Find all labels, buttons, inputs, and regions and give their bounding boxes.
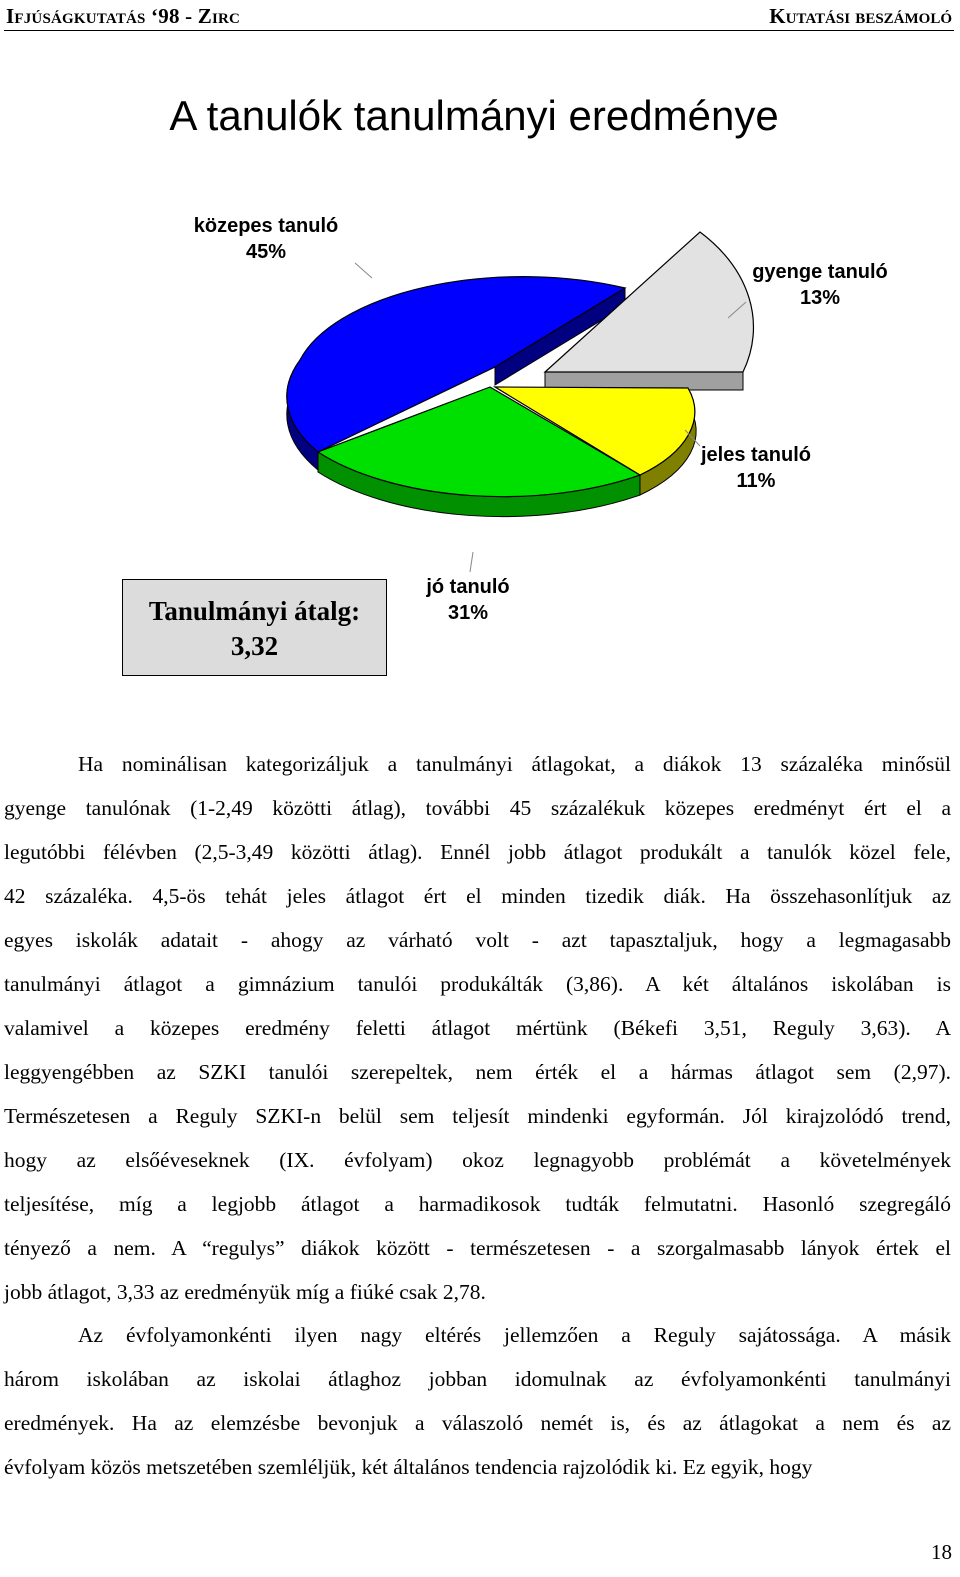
label-kozepes-name: közepes tanuló	[193, 215, 339, 237]
label-gyenge-pct: 13%	[799, 287, 841, 309]
text-line: eredmények. Ha az elemzésbe bevonjuk a válaszoló nemét is, és az átlagokat a nem és az	[4, 1411, 951, 1435]
paragraph-1	[4, 742, 951, 1314]
label-gyenge	[730, 259, 910, 311]
text-line: leggyengébben az SZKI tanulói szerepeltek, nem érték el a hármas átlagot sem (2,97).	[4, 1060, 951, 1084]
label-jo-pct: 31%	[447, 602, 489, 624]
text-line: évfolyam közös metszetében szemléljük, két általános tendencia rajzolódik ki. Ez egyik, hogy	[4, 1455, 813, 1479]
label-kozepes-pct: 45%	[245, 241, 287, 263]
text-line: valamivel a közepes eredmény feletti átlagot mértünk (Békefi 3,51, Reguly 3,63). A	[4, 1016, 951, 1040]
text-line: három iskolában az iskolai átlaghoz jobban idomulnak az évfolyamonkénti tanulmányi	[4, 1367, 951, 1391]
text-line: gyenge tanulónak (1-2,49 közötti átlag), további 45 százalékuk közepes eredményt ért el a	[4, 796, 951, 820]
chart-title: A tanulók tanulmányi eredménye	[169, 92, 779, 139]
text-line: Az évfolyamonkénti ilyen nagy eltérés jellemzően a Reguly sajátossága. A másik	[78, 1323, 951, 1347]
paragraph-2	[4, 1313, 951, 1489]
text-line: Természetesen a Reguly SZKI-n belül sem teljesít mindenki egyformán. Jól kirajzolódó trend,	[4, 1104, 951, 1128]
label-kozepes	[176, 213, 356, 265]
text-line: hogy az elsőéveseknek (IX. évfolyam) okoz legnagyobb problémát a követelmények	[4, 1148, 951, 1172]
label-gyenge-name: gyenge tanuló	[752, 261, 888, 283]
label-jo	[378, 574, 558, 626]
label-jeles	[666, 442, 846, 494]
text-line: egyes iskolák adatait - ahogy az várható volt - azt tapasztaljuk, hogy a legmagasabb	[4, 928, 951, 952]
leader-line-jo	[470, 552, 473, 572]
page-number: 18	[931, 1540, 952, 1564]
header-right: Kutatási beszámoló	[769, 4, 952, 28]
text-line: Ha nominálisan kategorizáljuk a tanulmányi átlagokat, a diákok 13 százaléka minősül	[78, 752, 951, 776]
text-line: tanulmányi átlagot a gimnázium tanulói produkálták (3,86). A két általános iskolában is	[4, 972, 951, 996]
text-line: teljesítése, míg a legjobb átlagot a harmadikosok tudták felmutatni. Hasonló szegregáló	[4, 1192, 951, 1216]
label-jeles-name: jeles tanuló	[700, 444, 812, 466]
label-jeles-pct: 11%	[736, 470, 776, 492]
label-jo-name: jó tanuló	[426, 576, 510, 598]
text-line: legutóbbi félévben (2,5-3,49 közötti átlag). Ennél jobb átlagot produkált a tanulók közel fele,	[4, 840, 951, 864]
text-line: 42 százaléka. 4,5-ös tehát jeles átlagot ért el minden tizedik diák. Ha összehasonlítjuk az	[4, 884, 951, 908]
text-line: tényező a nem. A “regulys” diákok között - természetesen - a szorgalmasabb lányok értek el	[4, 1236, 951, 1260]
average-annotation-box	[122, 579, 387, 676]
leader-line-kozepes	[355, 263, 372, 278]
average-value: 3,32	[230, 631, 279, 661]
text-line: jobb átlagot, 3,33 az eredményük míg a fiúké csak 2,78.	[4, 1280, 486, 1304]
average-label: Tanulmányi átalg:	[148, 596, 361, 626]
header-left: Ifjúságkutatás ‘98 - Zirc	[6, 4, 241, 28]
